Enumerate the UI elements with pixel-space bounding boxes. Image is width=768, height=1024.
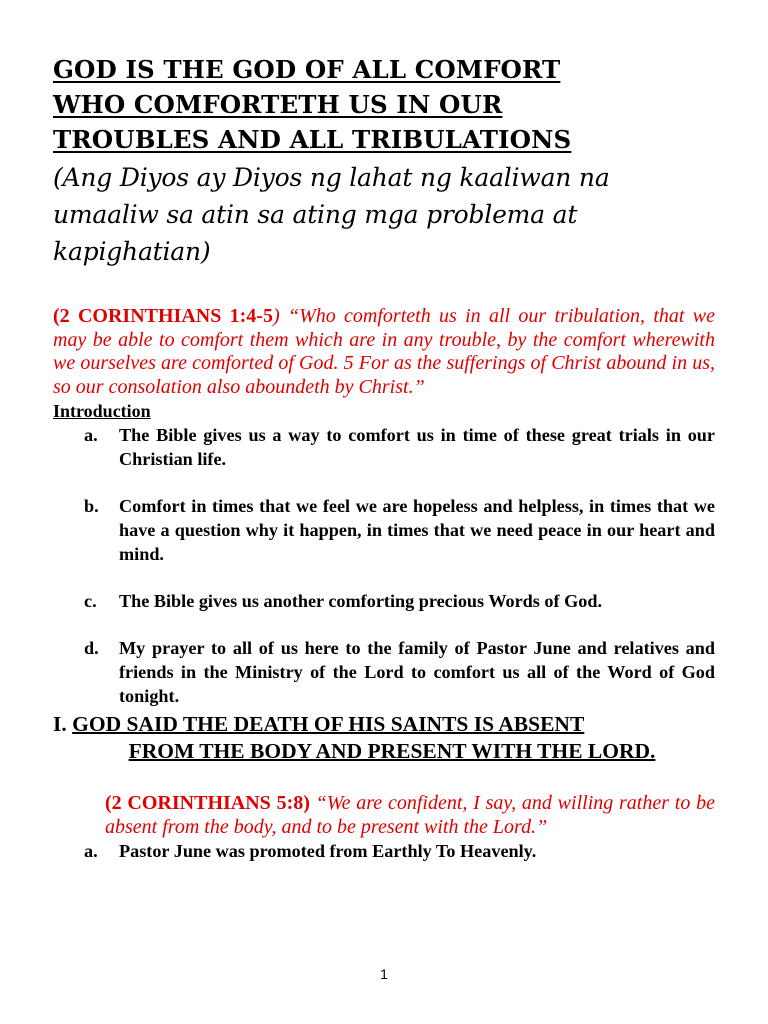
section-number: I. [53, 712, 73, 736]
list-item [53, 494, 715, 566]
scripture-reference-close: ) [272, 305, 280, 327]
section-heading-line-2: FROM THE BODY AND PRESENT WITH THE LORD. [128, 739, 656, 763]
page-number: 1 [380, 966, 388, 982]
list-item-text: The Bible gives us another comforting precious Words of God. [119, 591, 603, 611]
document-page [53, 52, 715, 863]
sermon-title-line-3: TROUBLES AND ALL TRIBULATIONS [53, 125, 572, 154]
sermon-subtitle-tagalog: (Ang Diyos ay Diyos ng lahat ng kaaliwan na umaaliw sa atin sa ating mga problema at kapighatian) [53, 163, 610, 266]
introduction-list [53, 423, 715, 708]
scripture-reference: (2 CORINTHIANS 1:4-5 [53, 305, 273, 327]
list-item-text: Pastor June was promoted from Earthly To Heavenly. [119, 841, 537, 861]
list-marker: d. [84, 638, 99, 658]
section-1-list [53, 839, 715, 863]
list-item [53, 589, 715, 613]
list-item [53, 423, 715, 471]
list-item-text: The Bible gives us a way to comfort us in time of these great trials in our Christian life. [119, 425, 715, 469]
scripture-text: “We are confident, I say, and willing rather to be absent from the body, and to be present with the Lord.” [105, 792, 715, 838]
list-marker: b. [84, 496, 99, 516]
scripture-text: “Who comforteth us in all our tribulation, that we may be able to comfort them which are in any trouble, by the comfort wherewith we ourselves are comforted of God. 5 For as the sufferings of Christ abound in us, so our consolation also aboundeth by Christ.” [53, 305, 715, 398]
section-heading-1 [53, 711, 715, 765]
list-marker: a. [84, 841, 98, 861]
sermon-title-line-2: WHO COMFORTETH US IN OUR [53, 90, 503, 119]
list-marker: c. [84, 591, 97, 611]
sermon-title-line-1: GOD IS THE GOD OF ALL COMFORT [53, 55, 561, 84]
scripture-verse-2-corinthians-5-8 [105, 792, 715, 839]
introduction-heading: Introduction [53, 401, 151, 421]
list-item [53, 839, 715, 863]
list-item-text: Comfort in times that we feel we are hopeless and helpless, in times that we have a question why it happen, in times that we need peace in our heart and mind. [119, 496, 715, 564]
sermon-title [53, 52, 715, 157]
scripture-reference: (2 CORINTHIANS 5:8) [105, 792, 310, 814]
list-item [53, 636, 715, 708]
section-heading-line-1: GOD SAID THE DEATH OF HIS SAINTS IS ABSENT [72, 712, 585, 736]
list-item-text: My prayer to all of us here to the family of Pastor June and relatives and friends in the Ministry of the Lord to comfort us all of the Word of God tonight. [119, 638, 715, 706]
scripture-verse-2-corinthians-1-4-5 [53, 305, 715, 399]
list-marker: a. [84, 425, 98, 445]
